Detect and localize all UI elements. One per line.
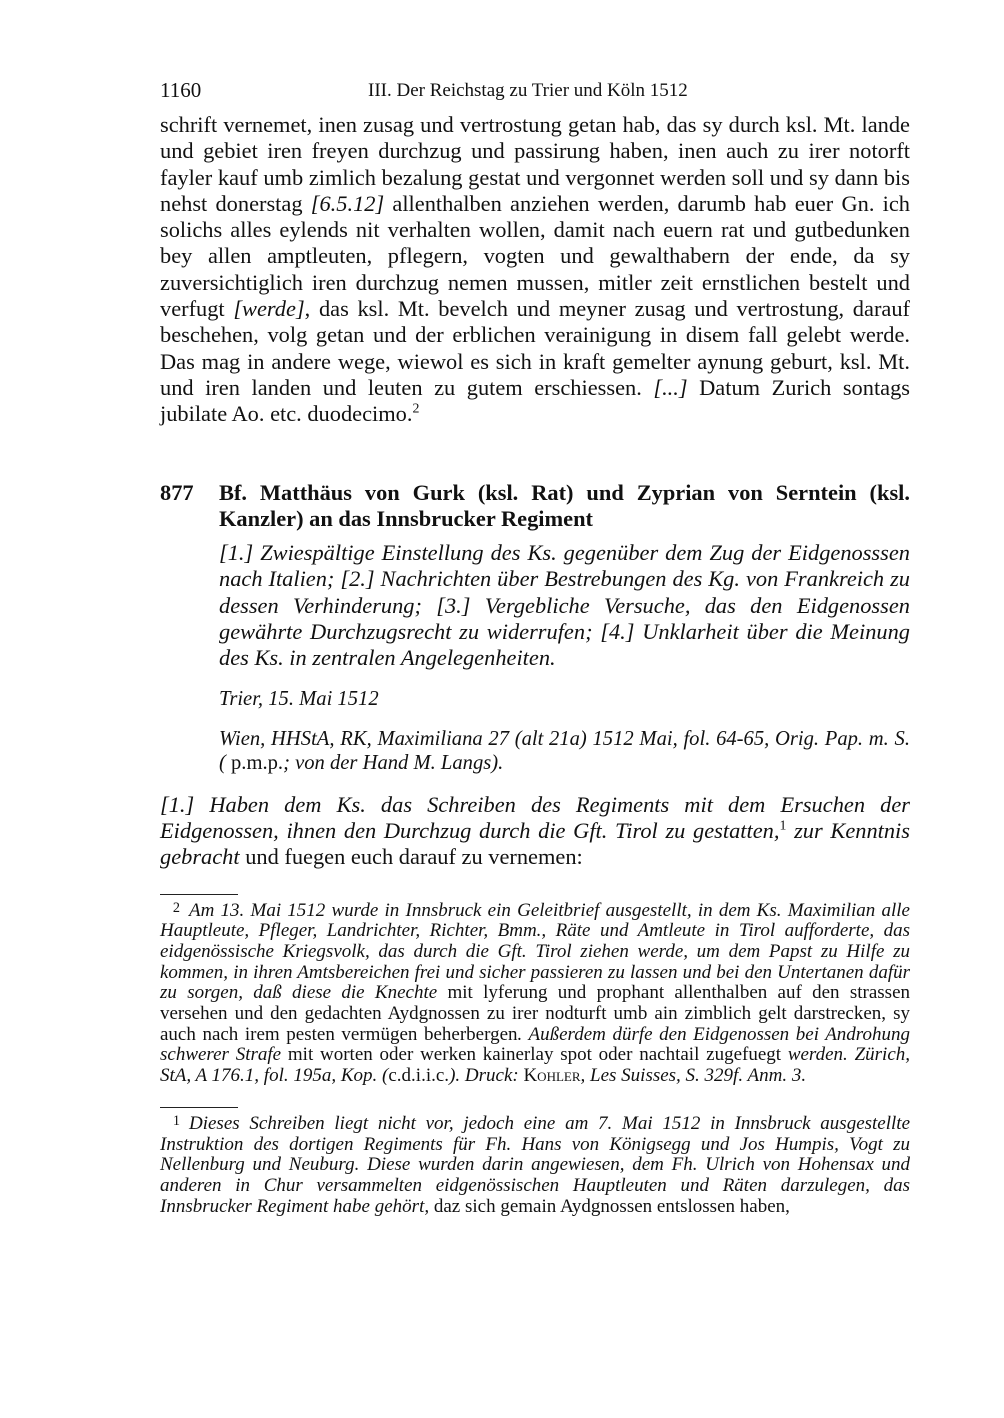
- footnote-ref-2[interactable]: 2: [412, 401, 420, 417]
- fn2-roman-3: c.d.i.i.c.: [388, 1065, 450, 1087]
- continuation-text-3: , das ksl. Mt. bevelch und meyner zusag und vertrostung, darauf beschehen, volg getan und der erblichen verainigung in disem fall gelebt werde. Das mag in andere wege, wiewol es sich in kraft gemelter aynung geburt, ksl. Mt. und iren landen und leuten zu gutem erschiessen.: [160, 296, 910, 400]
- entry-meta: [219, 540, 910, 775]
- running-title: III. Der Reichstag zu Trier und Köln 1512: [368, 80, 688, 101]
- page-number: 1160: [160, 78, 202, 102]
- continuation-ellipsis: [...]: [653, 374, 688, 400]
- source-text-1: Wien, HHStA, RK, Maximiliana 27 (alt 21a) 1512 Mai, fol. 64-65, Orig. Pap. m. S. (: [219, 727, 910, 775]
- fn2-italic-2: . Außerdem dürfe den Eidgenossen bei Androhung schwerer Strafe: [160, 1023, 910, 1066]
- main-italic-1: [1.] Haben dem Ks. das Schreiben des Regiments mit dem Ersuchen der Eidgenossen, ihnen den Durchzug durch die Gft. Tirol zu gestatten,: [160, 791, 910, 843]
- footnote-1: 1 Dieses Schreiben liegt nicht vor, jedoch eine am 7. Mai 1512 in Innsbruck ausgestellte Instruktion des dortigen Regiments für Fh. Hans von Königsegg und Jos Humpis, Vogt zu Nellenburg und Neuburg. Diese wurden darin angewiesen, dem Fh. Ulrich von Hohensax und anderen in Chur versammelten eidgenössischen Hauptleuten und Räten darzulegen, das Innsbrucker Regiment habe gehört, daz sich gemain Aydgnossen entslossen haben,: [160, 1112, 910, 1217]
- entry-source: [219, 727, 910, 776]
- main-text-paragraph: [160, 792, 910, 871]
- main-italic-2: zur Kenntnis gebracht: [160, 817, 910, 870]
- fn2-italic-1: Am 13. Mai 1512 wurde in Innsbruck ein Geleitbrief ausgestellt, in dem Ks. Maximilian alle Hauptleute, Pfleger, Landrichter, Richter, Bmm., Räte und Amtleute in Tirol aufforderte, das eidgenössische Kriegsvolk, das durch die Gft. Tirol ziehen werde, um dem Papst zu Hilfe zu kommen, in ihren Amtsbereichen frei und sicher passieren zu lassen und bei den Untertanen dafür zu sorgen, daß diese die Knechte: [160, 899, 910, 1004]
- main-roman-1: und fuegen euch darauf zu vernemen:: [239, 844, 583, 870]
- fn2-italic-5: , Les Suisses, S. 329f. Anm. 3.: [580, 1065, 807, 1087]
- footnote-divider: [160, 1107, 238, 1108]
- continuation-text-1: schrift vernemet, inen zusag und vertrostung getan hab, das sy durch ksl. Mt. lande und gebiet iren freyen durchzug und passirung haben, inen auch zu irer notorft fayler kauf umb zimlich bezalung gestat und vergonnet werden soll und sy dann bis nehst donerstag: [160, 112, 910, 216]
- entry-dateline: Trier, 15. Mai 1512: [219, 687, 379, 710]
- fn2-roman-2: mit worten oder werken kainerlay spot oder nachtail zugefuegt: [281, 1044, 782, 1066]
- document-page: [160, 78, 910, 1217]
- fn2-italic-4: ). Druck:: [449, 1065, 524, 1087]
- fn1-roman-1: daz sich gemain Aydgnossen entslossen haben,: [429, 1195, 790, 1217]
- running-header: [160, 78, 910, 112]
- footnote-divider: [160, 894, 238, 895]
- continuation-word-insert: [werde]: [233, 296, 305, 322]
- source-text-2: ; von der Hand M. Langs).: [283, 752, 504, 775]
- fn2-author-smallcaps: Kohler: [523, 1065, 581, 1087]
- fn2-roman-1: mit lyferung und prophant allenthalben auf den strassen versehen und den gedachten Aydgnossen zu irer nodturft umb ain zimblich gelt darstrecken, sy auch nach irem pesten vermügen beherbergen: [160, 982, 911, 1045]
- entry-heading: [160, 480, 910, 533]
- fn2-italic-3: werden. Zürich, StA, A 176.1, fol. 195a, Kop. (: [160, 1044, 910, 1087]
- entry-regest: [1.] Zwiespältige Einstellung des Ks. gegenüber dem Zug der Eidgenosssen nach Italien; [2.] Nachrichten über Bestrebungen des Kg. von Frankreich zu dessen Verhinderung; [3.] Vergebliche Versuche, das den Eidgenossen gewährte Durchzugsrecht zu widerrufen; [4.] Unklarheit über die Meinung des Ks. in zentralen Angelegenheiten.: [219, 540, 910, 671]
- fn1-italic-1: Dieses Schreiben liegt nicht vor, jedoch eine am 7. Mai 1512 in Innsbruck ausgestellte Instruktion des dortigen Regiments für Fh. Hans von Königsegg und Jos Humpis, Vogt zu Nellenburg und Neuburg. Diese wurden darin angewiesen, dem Fh. Ulrich von Hohensax und anderen in Chur versammelten eidgenössischen Hauptleuten und Räten darzulegen, das Innsbrucker Regiment habe gehört,: [160, 1112, 910, 1217]
- entry-number: 877: [160, 479, 194, 505]
- source-upright: p.m.p.: [225, 752, 284, 775]
- continuation-date-insert: [6.5.12]: [310, 190, 385, 216]
- footnote-2: 2 Am 13. Mai 1512 wurde in Innsbruck ein Geleitbrief ausgestellt, in dem Ks. Maximilian alle Hauptleute, Pfleger, Landrichter, Richter, Bmm., Räte und Amtleute in Tirol aufforderte, das eidgenössische Kriegsvolk, das durch die Gft. Tirol ziehen werde, um dem Papst zu Hilfe zu kommen, in ihren Amtsbereichen frei und sicher passieren zu lassen und bei den Untertanen dafür zu sorgen, daß diese die Knechte mit lyferung und prophant allenthalben auf den strassen versehen und den gedachten Aydgnossen zu irer nodturft umb ain zimblich gelt darstrecken, sy auch nach irem pesten vermügen beherbergen. Außerdem dürfe den Eidgenossen bei Androhung schwerer Strafe mit worten oder werken kainerlay spot oder nachtail zugefuegt werden. Zürich, StA, A 176.1, fol. 195a, Kop. (c.d.i.i.c.). Druck: Kohler, Les Suisses, S. 329f. Anm. 3.: [160, 899, 911, 1087]
- footnote-ref-1[interactable]: 1: [779, 818, 787, 834]
- continuation-paragraph: [160, 112, 910, 428]
- entry-title: Bf. Matthäus von Gurk (ksl. Rat) und Zyprian von Serntein (ksl. Kanzler) an das Innsbrucker Regiment: [219, 479, 910, 531]
- continuation-text-2: allenthalben anziehen werden, darumb hab euer Gn. ich solichs alles eylends nit verhalten wollen, damit nach euern rat und gutbedunken bey allen amptleuten, pflegern, vogten und gewalthabern der ende, da sy zuversichtiglich iren durchzug nemen mussen, mitler zeit ernstlichen bestelt und verfugt: [160, 190, 910, 322]
- continuation-text-4: Datum Zurich sontags jubilate Ao. etc. duodecimo.: [160, 374, 911, 427]
